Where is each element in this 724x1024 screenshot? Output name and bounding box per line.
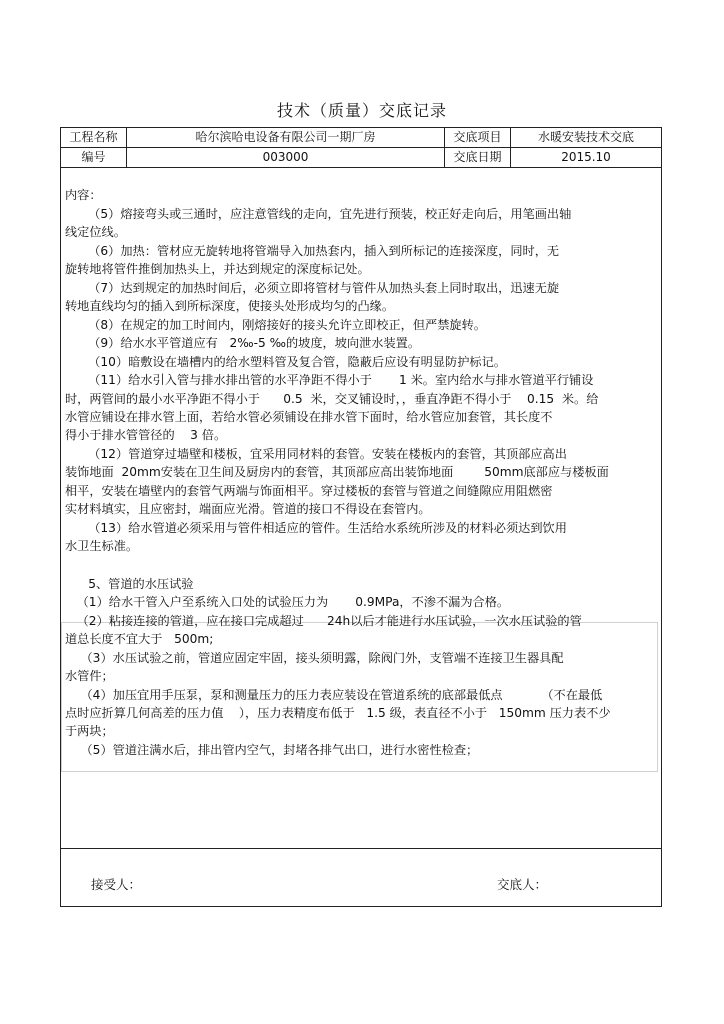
receiver-label: 接受人： [91,877,142,892]
content-line: （2）粘接连接的管道，应在接口完成超过 24h以后才能进行水压试验，一次水压试验的管 [65,614,582,628]
handover-date-value: 2015.10 [561,150,611,164]
handover-date-label: 交底日期 [445,148,511,167]
content-line: 水卫生标准。 [65,539,139,553]
document-title: 技术（质量）交底记录 [276,101,447,120]
handover-item-value: 水暖安装技术交底 [537,130,634,144]
presenter-label: 交底人： [497,877,548,892]
handover-item-label: 交底项目 [445,128,511,147]
content-line: （11）给水引入管与排水排出管的水平净距不得小于 1 米。室内给水与排水管道平行铺设 [65,373,594,387]
project-name-label: 工程名称 [61,128,127,147]
content-line: （10）暗敷设在墙槽内的给水塑料管及复合管，隐蔽后应设有明显防护标记。 [65,355,506,369]
content-line: 相平，安装在墙壁内的套管气两端与饰面相平。穿过楼板的套管与管道之间缝隙应用阻燃密 [65,484,553,498]
content-line: （13）给水管道必须采用与管件相适应的管件。生活给水系统所涉及的材料必须达到饮用 [65,521,567,535]
content-line: （9）给水水平管道应有 2‰-5 ‰的坡度，坡向泄水装置。 [65,336,421,350]
number-value: 003000 [127,148,445,167]
handover-form [60,127,662,907]
content-line: （3）水压试验之前，管道应固定牢固，接头须明露，除阀门外，支管端不连接卫生器具配 [65,651,564,665]
content-line: 点时应折算几何高差的压力值 ），压力表精度布低于 1.5 级，表直径不小于 150mm 压力表不少 [65,706,611,720]
content-line: 转地直线均匀的插入到所标深度，使接头处形成均匀的凸缘。 [65,299,395,313]
content-line: 5、管道的水压试验 [65,577,194,591]
content-line: 线定位线。 [65,225,126,239]
content-line: 道总长度不宜大于 500m; [65,632,214,646]
content-line: 实材料填实，且应密封，端面应光滑。管道的接口不得设在套管内。 [65,502,431,516]
content-line: （5）熔接弯头或三通时，应注意管线的走向，宜先进行预装，校正好走向后，用笔画出轴 [65,207,572,221]
content-line: 得小于排水管管径的 3 倍。 [65,428,227,442]
content-line: （6）加热：管材应无旋转地将管端导入加热套内，插入到所标记的连接深度，同时，无 [65,244,560,258]
content-line: （8）在规定的加工时间内，刚熔接好的接头允许立即校正，但严禁旋转。 [65,318,486,332]
project-name-value: 哈尔滨哈电设备有限公司一期厂房 [127,128,445,147]
number-label: 编号 [61,148,127,167]
content-line: 装饰地面 20mm安装在卫生间及厨房内的套管，其顶部应高出装饰地面 50mm底部应与楼板面 [65,465,609,479]
content-line: 旋转地将管件推倒加热头上，并达到规定的深度标记处。 [65,262,370,276]
header-row-project [61,128,661,148]
content-line: 水管件； [65,669,114,683]
content-line: （4）加压宜用手压泵，泵和测量压力的压力表应装设在管道系统的底部最低点 （不在最低 [65,688,603,702]
content-line: （12）管道穿过墙壁和楼板，宜采用同材料的套管。安装在楼板内的套管，其顶部应高出 [65,447,567,461]
content-line: 内容： [65,188,102,202]
content-line: （7）达到规定的加热时间后，必须立即将管材与管件从加热头套上同时取出，迅速无旋 [65,281,560,295]
header-row-number [61,148,661,168]
content-body [61,167,661,847]
signature-area [61,848,661,907]
content-line: 时，两管间的最小水平净距不得小于 0.5 米，交叉铺设时，，垂直净距不得小于 0.15 米。给 [65,392,599,406]
content-line: 于两块； [65,724,114,738]
content-line: 水管应铺设在排水管上面，若给水管必须铺设在排水管下面时，给水管应加套管，其长度不 [65,410,553,424]
content-line: （5）管道注满水后，排出管内空气，封堵各排气出口，进行水密性检查； [65,743,479,757]
content-line: （1）给水干管入户至系统入口处的试验压力为 0.9MPa，不渗不漏为合格。 [65,595,510,609]
